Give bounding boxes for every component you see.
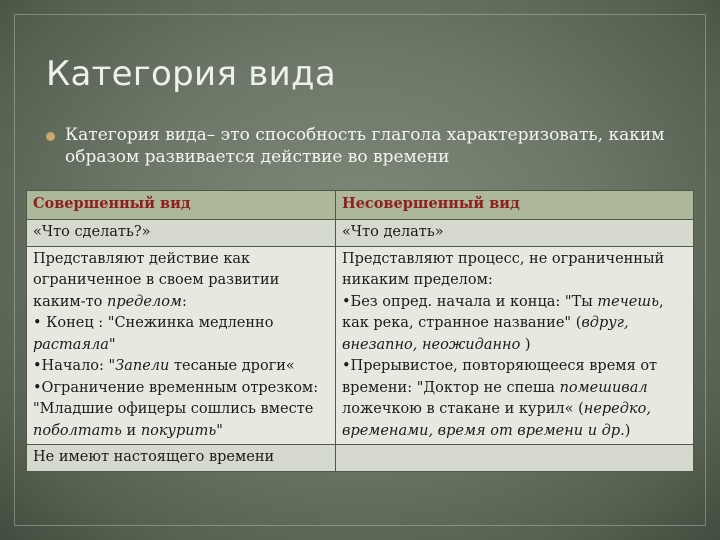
bullet-text: Категория вида– это способность глагола характеризовать, каким образом развивается действие во времени	[65, 125, 665, 167]
emphasis-span: течешь	[597, 293, 659, 310]
table-row	[27, 220, 694, 247]
header-perfective: Совершенный вид	[27, 191, 336, 220]
text-span: и	[121, 422, 141, 439]
emphasis-span: вдруг, внезапно, неожиданно	[342, 315, 629, 353]
imperfective-unbounded	[342, 292, 687, 357]
text-span: Представляют действие как ограниченное в своем развитии каким-то	[33, 250, 280, 310]
emphasis-span: растаяла	[33, 336, 109, 353]
perfective-end	[33, 313, 329, 356]
aspect-table	[26, 190, 694, 472]
text-span: "	[216, 422, 223, 439]
text-span: ложечкою в стакане и курил« (	[342, 401, 584, 417]
emphasis-span: нередко, временами, время от времени и др.	[342, 401, 651, 439]
cell-no-present-tense: Не имеют настоящего времени	[27, 445, 336, 472]
cell-question-perfective: «Что сделать?»	[27, 220, 336, 247]
text-span: •Без опред. начала и конца: "Ты	[342, 293, 598, 310]
header-imperfective: Несовершенный вид	[336, 191, 694, 220]
imperfective-repeated	[342, 356, 687, 442]
text-span: :	[181, 293, 187, 310]
emphasis-span: пределом	[106, 293, 182, 310]
bullet-item	[46, 124, 686, 168]
cell-question-imperfective: «Что делать»	[336, 220, 694, 247]
perfective-limited	[33, 378, 329, 443]
text-span: •Прерывистое, повторяющееся время от времени: "Доктор не спеша	[342, 358, 658, 396]
text-span: , как река, странное название" (	[342, 293, 664, 331]
emphasis-span: Запели	[115, 358, 170, 374]
cell-imperfective-description	[336, 246, 694, 445]
table-header-row	[27, 191, 694, 220]
perfective-intro	[33, 249, 329, 314]
slide-title: Категория вида	[46, 54, 336, 94]
emphasis-span: помешивал	[559, 379, 648, 396]
text-span: )	[520, 336, 531, 353]
table-row	[27, 246, 694, 445]
text-span: •Начало: "	[33, 358, 116, 374]
cell-perfective-description	[27, 246, 336, 445]
perfective-start	[33, 356, 329, 378]
emphasis-span: поболтать	[33, 422, 122, 439]
text-span: • Конец : "Снежинка медленно	[33, 315, 274, 331]
text-span: тесаные дроги«	[169, 358, 295, 374]
emphasis-span: покурить	[140, 422, 217, 439]
imperfective-intro: Представляют процесс, не ограниченный никаким пределом:	[342, 250, 665, 288]
text-span: )	[624, 422, 631, 439]
text-span: •Ограничение временным отрезком: "Младшие офицеры сошлись вместе	[33, 379, 319, 417]
cell-empty	[336, 445, 694, 472]
text-span: "	[108, 336, 116, 353]
bullet-dot-icon	[46, 132, 55, 141]
table-row	[27, 445, 694, 472]
